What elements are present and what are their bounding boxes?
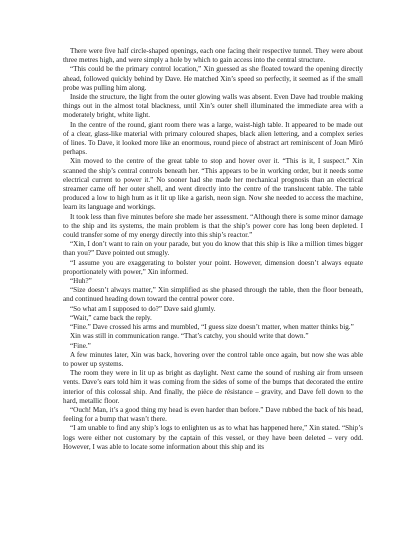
paragraph-7: “Xin, I don’t want to rain on your parade, but you do know that this ship is like a million times bigger than you?” Dave pointed out smugly. bbox=[63, 240, 363, 258]
paragraph-5: Xin moved to the centre of the great table to stop and hover over it. “This is it, I suspect.” Xin scanned the ship’s central controls beneath her. “This appears to be in working order, but it needs some electrical current to power it.” No sooner had she made her mechanical prognosis than an electrical streamer came off her outer shell, and went directly into the centre of the translucent table. The table produced a low to high hum as it lit up like a garish, neon sign. Now she needed to access the machine, learn its language and workings. bbox=[63, 157, 363, 212]
paragraph-1: There were five half circle-shaped openings, each one facing their respective tunnel. They were about three metres high, and were simply a hole by which to gain access into the central structure. bbox=[63, 47, 363, 65]
paragraph-13: “Fine.” Dave crossed his arms and mumbled, “I guess size doesn’t matter, when matter thinks big.” bbox=[70, 323, 354, 332]
document-page bbox=[63, 47, 363, 452]
paragraph-17: The room they were in lit up as bright as daylight. Next came the sound of rushing air from unseen vents. Dave’s ears told him it was coming from the sides of some of the bumps that decorated the entire interior of this colossal ship. And finally, the pièce de résistance – gravity, and Dave fell down to the hard, metallic floor. bbox=[63, 369, 363, 405]
paragraph-10: “Size doesn’t always matter,” Xin simplified as she phased through the table, then the floor beneath, and continued heading down toward the central power core. bbox=[63, 286, 363, 304]
paragraph-4: In the centre of the round, giant room there was a large, waist-high table. It appeared to be made out of a clear, glass-like material with primary coloured shapes, black alien lettering, and a complex series of lines. To Dave, it looked more like an enormous, round piece of abstract art reminiscent of Joan Miró perhaps. bbox=[63, 120, 363, 157]
paragraph-15: “Fine.” bbox=[70, 341, 91, 350]
paragraph-16: A few minutes later, Xin was back, hovering over the control table once again, but now she was able to power up systems. bbox=[63, 350, 363, 368]
paragraph-11: “So what am I supposed to do?” Dave said glumly. bbox=[70, 304, 216, 313]
paragraph-12: “Wait,” came back the reply. bbox=[70, 313, 152, 322]
paragraph-18: “Ouch! Man, it’s a good thing my head is even harder than before.” Dave rubbed the back of his head, feeling for a bump that wasn’t there. bbox=[63, 405, 363, 424]
paragraph-14: Xin was still in communication range. “That’s catchy, you should write that down.” bbox=[70, 332, 309, 341]
paragraph-2: “This could be the primary control location,” Xin guessed as she floated toward the opening directly ahead, followed quickly behind by Dave. He matched Xin’s speed so perfectly, it seemed as if the small probe was pulling him along. bbox=[63, 65, 363, 92]
paragraph-19: “I am unable to find any ship’s logs to enlighten us as to what has happened here,” Xin stated. “Ship’s logs were either not customary by the captain of this vessel, or they have been deleted – very odd. However, I was able to locate some information about this ship and its bbox=[63, 424, 363, 451]
paragraph-6: It took less than five minutes before she made her assessment. “Although there is some minor damage to the ship and its systems, the main problem is that the ship’s power core has long been depleted. I could transfer some of my energy directly into this ship’s reactor.” bbox=[63, 212, 363, 240]
paragraph-9: “Huh?” bbox=[70, 277, 92, 286]
paragraph-3: Inside the structure, the light from the outer glowing walls was absent. Even Dave had trouble making things out in the almost total blackness, until Xin’s outer shell illuminated the immediate area with a moderately bright, white light. bbox=[63, 93, 363, 120]
paragraph-8: “I assume you are exaggerating to bolster your point. However, dimension doesn’t always equate proportionately with power,” Xin informed. bbox=[63, 258, 363, 276]
